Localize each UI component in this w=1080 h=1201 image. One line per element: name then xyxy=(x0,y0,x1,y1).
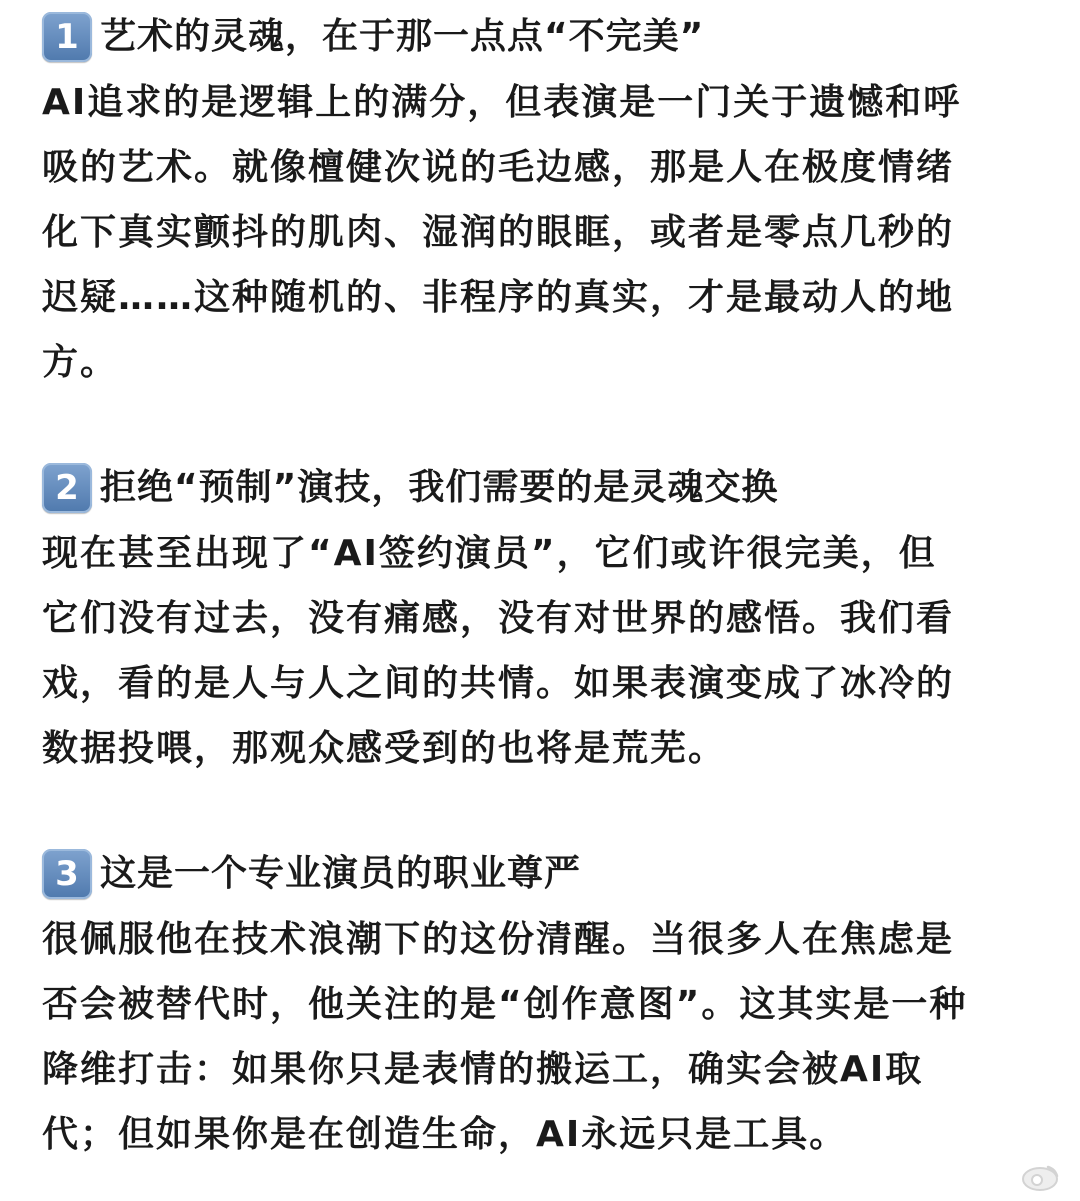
keycap-number-icon: 2 xyxy=(42,463,92,513)
section-heading: 这是一个专业演员的职业尊严 xyxy=(100,853,582,894)
section-2 xyxy=(42,455,1042,781)
article-body xyxy=(42,4,1042,1167)
paragraph-line: 现在甚至出现了“AI签约演员”，它们或许很完美，但 xyxy=(42,533,937,574)
paragraph-line: 方。 xyxy=(42,342,119,383)
paragraph-line: 吸的艺术。就像檀健次说的毛边感，那是人在极度情绪 xyxy=(42,147,955,188)
section-heading-row xyxy=(42,841,1042,907)
paragraph-line: 很佩服他在技术浪潮下的这份清醒。当很多人在焦虑是 xyxy=(42,919,955,960)
keycap-number-icon: 1 xyxy=(42,12,92,62)
paragraph-line: 数据投喂，那观众感受到的也将是荒芜。 xyxy=(42,728,727,769)
section-heading: 拒绝“预制”演技，我们需要的是灵魂交换 xyxy=(100,467,779,508)
weibo-watermark xyxy=(1020,1163,1066,1193)
section-heading-row xyxy=(42,4,1042,70)
section-1 xyxy=(42,4,1042,395)
paragraph-line: 代；但如果你是在创造生命，AI永远只是工具。 xyxy=(42,1114,848,1155)
section-3 xyxy=(42,841,1042,1167)
paragraph-line: 迟疑……这种随机的、非程序的真实，才是最动人的地 xyxy=(42,277,955,318)
paragraph-line: 否会被替代时，他关注的是“创作意图”。这其实是一种 xyxy=(42,984,968,1025)
paragraph-line: 戏，看的是人与人之间的共情。如果表演变成了冰冷的 xyxy=(42,663,955,704)
weibo-eye-icon xyxy=(1020,1163,1060,1193)
paragraph-line: AI追求的是逻辑上的满分，但表演是一门关于遗憾和呼 xyxy=(42,82,962,123)
paragraph-line: 降维打击：如果你只是表情的搬运工，确实会被AI取 xyxy=(42,1049,924,1090)
section-heading: 艺术的灵魂，在于那一点点“不完美” xyxy=(100,16,705,57)
keycap-number-icon: 3 xyxy=(42,849,92,899)
paragraph-line: 它们没有过去，没有痛感，没有对世界的感悟。我们看 xyxy=(42,598,955,639)
section-heading-row xyxy=(42,455,1042,521)
paragraph-line: 化下真实颤抖的肌肉、湿润的眼眶，或者是零点几秒的 xyxy=(42,212,955,253)
